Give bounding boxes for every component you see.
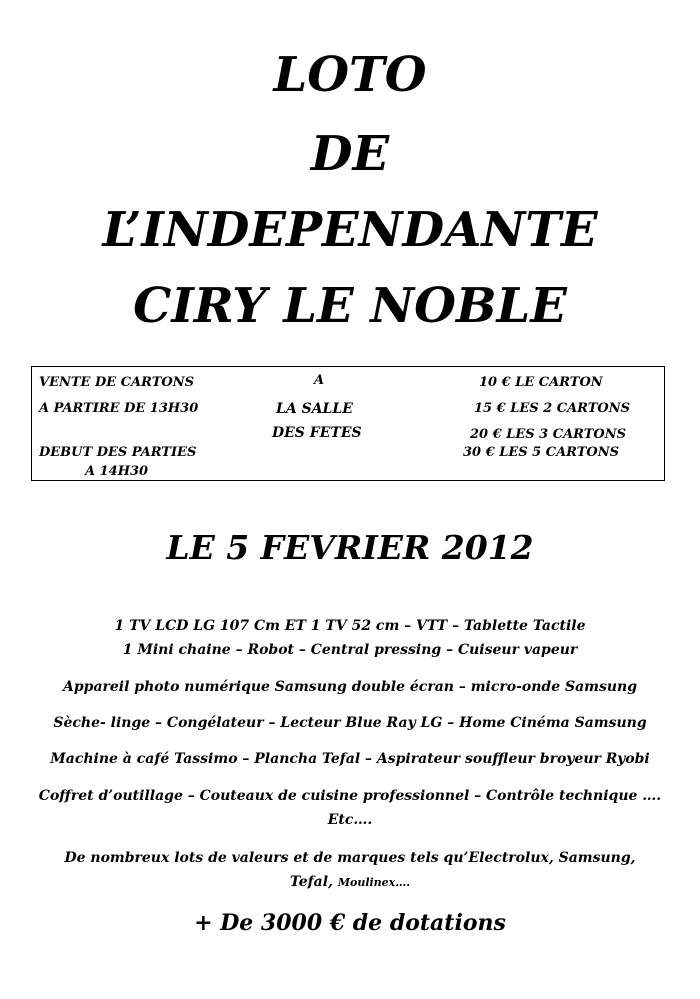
card-sale-time: A PARTIRE DE 13H30: [39, 401, 199, 416]
prize-line-brands-2: [0, 872, 700, 893]
prize-line-6: Coffret d’outillage – Couteaux de cuisine professionnel – Contrôle technique ….: [38, 788, 662, 804]
prize-line-5: Machine à café Tassimo – Plancha Tefal – Aspirateur souffleur broyeur Ryobi: [50, 751, 650, 767]
title-town: CIRY LE NOBLE: [133, 278, 567, 334]
brand-moulinex: Moulinex….: [337, 876, 411, 889]
venue-la-salle: LA SALLE: [276, 401, 353, 417]
games-start-time: A 14H30: [85, 464, 149, 479]
info-box: [31, 366, 665, 481]
price-2-cards: 15 € LES 2 CARTONS: [474, 401, 630, 416]
event-date: LE 5 FEVRIER 2012: [166, 528, 534, 567]
prize-line-4: Sèche- linge – Congélateur – Lecteur Blue Ray LG – Home Cinéma Samsung: [53, 715, 647, 731]
prize-line-3: Appareil photo numérique Samsung double écran – micro-onde Samsung: [63, 679, 637, 695]
price-5-cards: 30 € LES 5 CARTONS: [463, 445, 619, 460]
title-loto: LOTO: [273, 47, 427, 103]
venue-des-fetes: DES FETES: [272, 425, 362, 441]
card-sale-label: VENTE DE CARTONS: [39, 375, 194, 390]
title-association: L’INDEPENDANTE: [102, 202, 598, 258]
price-1-card: 10 € LE CARTON: [479, 375, 603, 390]
brand-tefal: Tefal,: [289, 874, 333, 890]
total-dotation: + De 3000 € de dotations: [194, 910, 506, 936]
prize-line-brands: De nombreux lots de valeurs et de marques tels qu’Electrolux, Samsung,: [64, 850, 636, 866]
games-start-label: DEBUT DES PARTIES: [39, 445, 197, 460]
prize-line-1: 1 TV LCD LG 107 Cm ET 1 TV 52 cm – VTT – Tablette Tactile: [114, 618, 586, 634]
prize-line-etc: Etc….: [327, 812, 373, 828]
prize-line-2: 1 Mini chaine – Robot – Central pressing – Cuiseur vapeur: [122, 642, 578, 658]
title-de: DE: [310, 126, 390, 182]
price-3-cards: 20 € LES 3 CARTONS: [470, 427, 626, 442]
venue-a: A: [314, 373, 325, 388]
